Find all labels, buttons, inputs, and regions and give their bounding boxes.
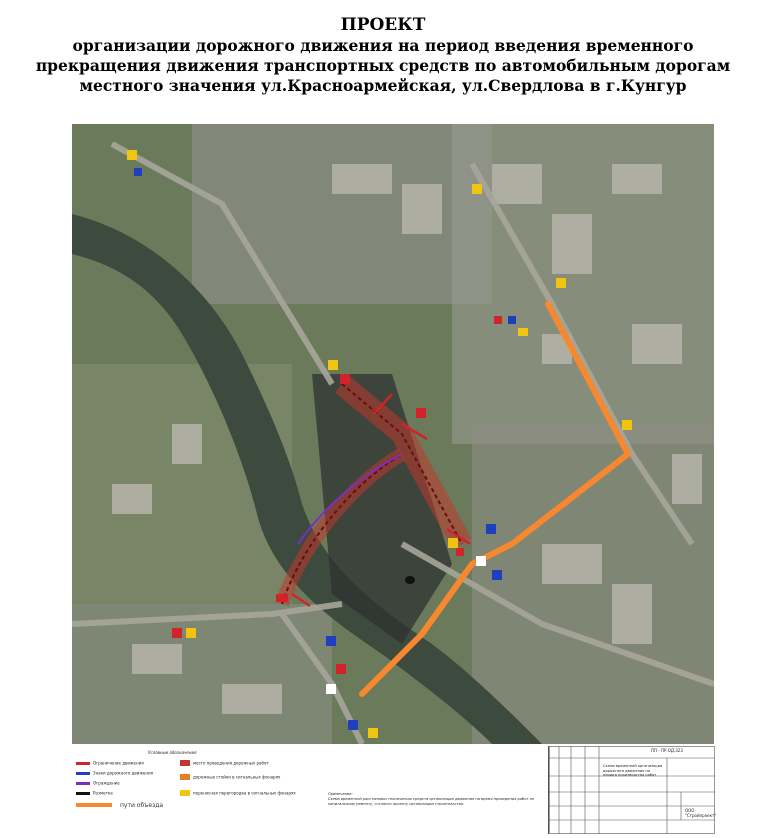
legend-swatch — [76, 762, 90, 765]
title-stamp — [548, 746, 715, 834]
legend-item-posts: дорожные стойки в сигнальных фонарях — [180, 774, 280, 782]
satellite-map — [72, 124, 714, 744]
legend-swatch — [76, 803, 112, 807]
legend-item-barrier: переносная перегородка в сигнальных фонарях — [180, 790, 296, 798]
detour-label: пути объезда — [120, 802, 164, 809]
notes-block — [328, 792, 538, 807]
title-line-2: прекращения движения транспортных средств по автомобильным дорогам — [35, 56, 731, 75]
legend-item-fence: Ограждение — [76, 780, 120, 788]
map-drawing — [72, 124, 714, 744]
legend-swatch — [180, 760, 190, 766]
legend-swatch — [180, 790, 190, 796]
legend-item-detour — [76, 802, 115, 810]
legend-footer — [72, 746, 717, 834]
legend-swatch — [76, 792, 90, 795]
stamp-code: ПП - ПР.ОД.323 — [651, 748, 683, 753]
stamp-organization: ООО "Стройпроект" — [685, 808, 717, 818]
stamp-grid — [549, 746, 715, 834]
notes-text: Схема временной расстановки технических средств организации движения на время проведения работ по капитальному ремонту, согласно проекту организации строительства. — [328, 797, 535, 806]
legend-swatch — [76, 772, 90, 775]
notes-heading: Примечание: — [328, 792, 353, 796]
legend-item-marking: Разметка — [76, 790, 113, 798]
legend-item-works: место проведения дорожных работ — [180, 760, 269, 768]
title-line-1: организации дорожного движения на период введения временного — [72, 36, 694, 55]
legend-swatch — [76, 782, 90, 785]
legend-swatch — [180, 774, 190, 780]
title-line-3: местного значения ул.Красноармейская, ул.Свердлова в г.Кунгур — [79, 76, 687, 95]
legend-heading: Условные обозначения — [148, 750, 197, 755]
document-title: ПРОЕКТ — [340, 15, 426, 35]
stamp-description: Схема временной организации дорожного движения на период производства работ — [603, 764, 663, 777]
legend-item-closure: Ограничение движения — [76, 760, 144, 768]
legend-item-signs: Знаки дорожного движения — [76, 770, 153, 778]
title-block — [0, 14, 766, 96]
